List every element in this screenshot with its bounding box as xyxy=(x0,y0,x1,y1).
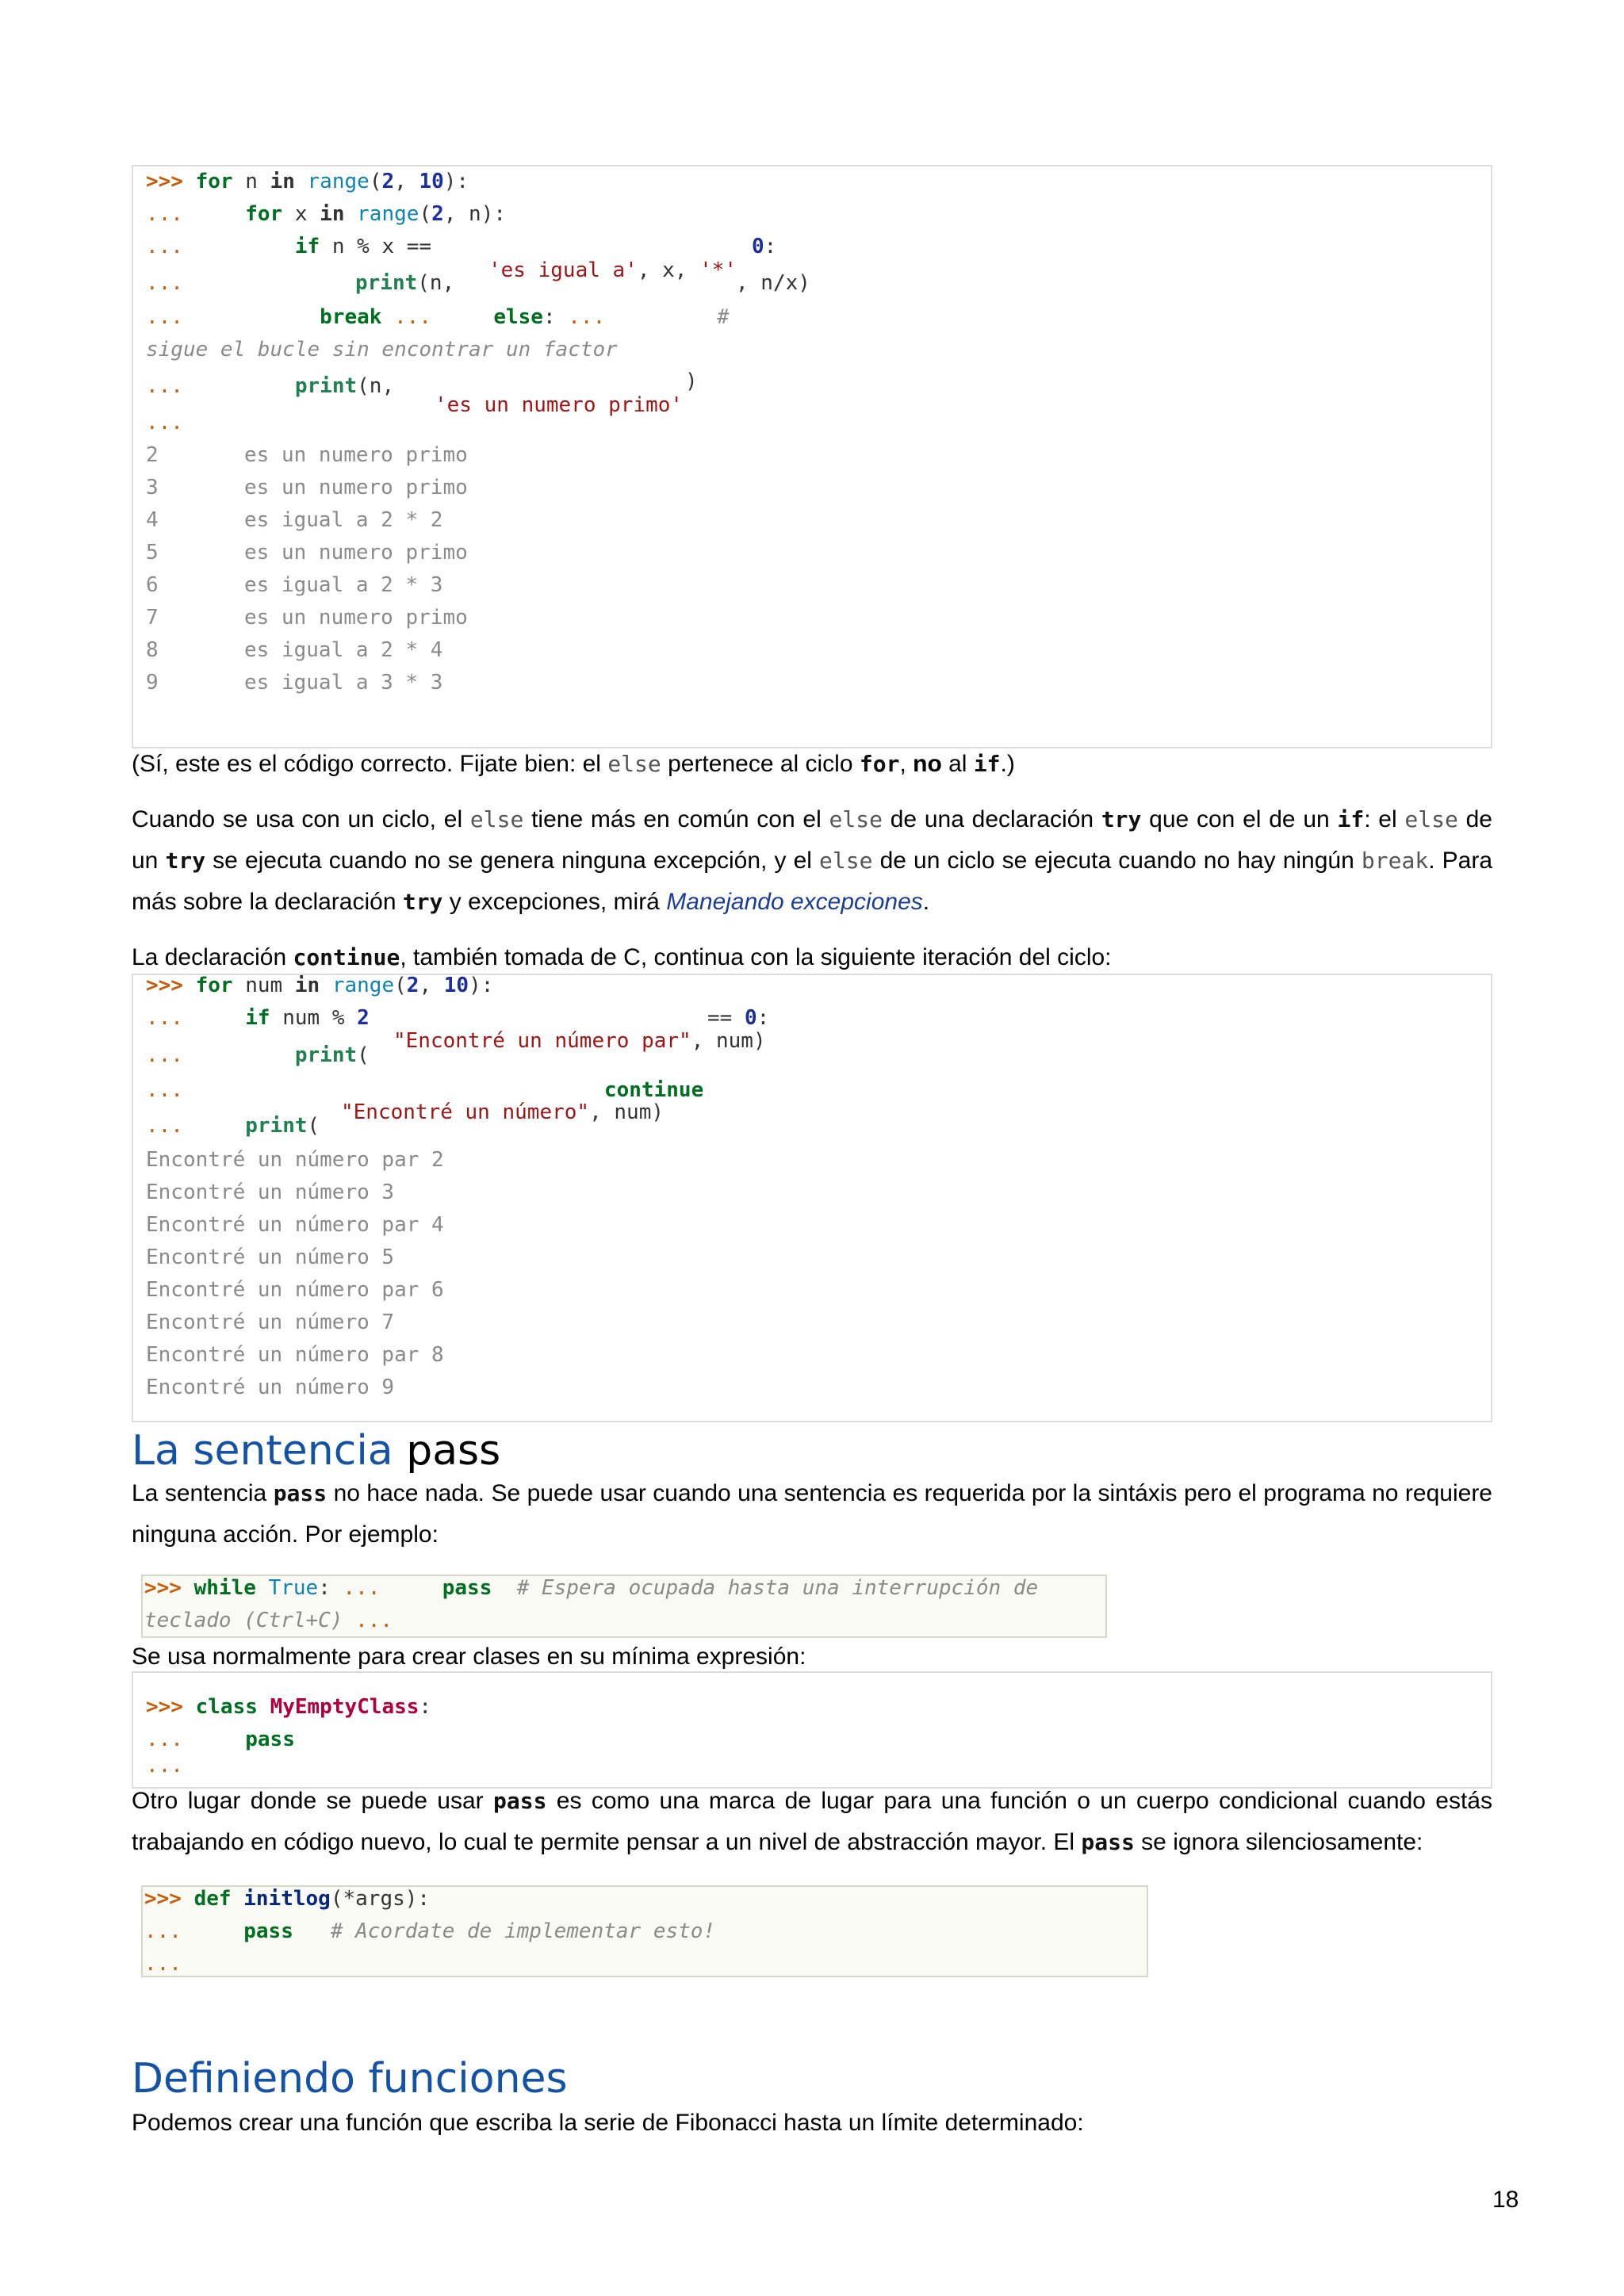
code-line: 'es igual a', x, '*' xyxy=(488,258,737,282)
output-number: 3 xyxy=(146,476,159,499)
code-line: 'es un numero primo' xyxy=(435,393,684,417)
code-line: "Encontré un número par", num) xyxy=(393,1029,766,1053)
output-text: es igual a 2 * 2 xyxy=(244,508,443,532)
code-line: ... pass xyxy=(146,1728,295,1751)
code-line: ... xyxy=(146,1754,183,1777)
code-line: ... print( xyxy=(146,1114,320,1138)
code-line: print(n, xyxy=(355,271,455,295)
output-number: 7 xyxy=(146,606,159,629)
output-text: es un numero primo xyxy=(244,443,468,467)
paragraph: (Sí, este es el código correcto. Fijate bien: el else pertenece al ciclo for, no al if.) xyxy=(132,751,1015,777)
output-number: 8 xyxy=(146,638,159,662)
code-line: ... xyxy=(146,271,183,295)
paragraph: Podemos crear una función que escriba la serie de Fibonacci hasta un límite determinado: xyxy=(132,2110,1084,2136)
output-number: 2 xyxy=(146,443,159,467)
output-text: es un numero primo xyxy=(244,541,468,564)
paragraph: Cuando se usa con un ciclo, el else tiene más en común con el else de una declaración try que con el de un if: el else de un try se ejecuta cuando no se genera ninguna excepción, y el else de un ciclo se ejecuta cuando no hay ningún break. Para más sobre la declaración try y excepciones, mirá Manejando excepciones. xyxy=(132,806,1493,915)
code-line: ... print( xyxy=(146,1043,370,1067)
code-line: ... for x in range(2, n): xyxy=(146,202,507,226)
code-line: ... break ... else: ... # xyxy=(146,305,730,329)
code-line: >>> while True: ... pass # Espera ocupada hasta una interrupción de xyxy=(144,1576,1039,1600)
output-line: Encontré un número 5 xyxy=(146,1246,395,1269)
output-text: es un numero primo xyxy=(244,606,468,629)
output-line: Encontré un número 7 xyxy=(146,1311,395,1334)
output-text: es igual a 2 * 4 xyxy=(244,638,443,662)
section-heading: La sentencia pass xyxy=(132,1427,501,1475)
page-number: 18 xyxy=(1492,2187,1519,2213)
code-line: >>> def initlog(*args): xyxy=(144,1887,431,1911)
output-line: Encontré un número par 6 xyxy=(146,1278,444,1302)
paragraph: La declaración continue, también tomada de C, continua con la siguiente iteración del ciclo: xyxy=(132,944,1112,970)
code-line: , n/x) xyxy=(736,271,810,295)
code-line: >>> for n in range(2, 10): xyxy=(146,170,469,193)
paragraph: Se usa normalmente para crear clases en su mínima expresión: xyxy=(132,1644,806,1670)
output-number: 4 xyxy=(146,508,159,532)
code-line: ... print(n, xyxy=(146,374,395,398)
output-line: Encontré un número 3 xyxy=(146,1181,395,1204)
output-number: 6 xyxy=(146,573,159,597)
code-line: ... xyxy=(146,411,183,434)
output-text: es un numero primo xyxy=(244,476,468,499)
code-line: ... xyxy=(144,1952,182,1976)
code-line: ) xyxy=(685,369,698,393)
output-line: Encontré un número par 8 xyxy=(146,1343,444,1367)
code-line: 0: xyxy=(752,235,777,258)
code-line: >>> class MyEmptyClass: xyxy=(146,1695,432,1719)
code-line: ... if num % 2 xyxy=(146,1006,370,1030)
output-line: Encontré un número par 2 xyxy=(146,1148,444,1172)
section-heading: Definiendo funciones xyxy=(132,2055,568,2103)
output-text: es igual a 3 * 3 xyxy=(244,671,443,695)
link-manejando-excepciones[interactable]: Manejando excepciones xyxy=(666,889,923,915)
output-line: Encontré un número 9 xyxy=(146,1376,395,1399)
code-line: continue xyxy=(604,1078,704,1102)
code-comment: sigue el bucle sin encontrar un factor xyxy=(146,338,618,362)
code-line: teclado (Ctrl+C) ... xyxy=(144,1609,393,1632)
code-line: "Encontré un número", num) xyxy=(341,1100,664,1124)
output-number: 5 xyxy=(146,541,159,564)
code-line: ... if n % x == xyxy=(146,235,432,258)
paragraph: Otro lugar donde se puede usar pass es como una marca de lugar para una función o un cuerpo condicional cuando estás trabajando en código nuevo, lo cual te permite pensar a un nivel de abstracción mayor. El pass se ignora silenciosamente: xyxy=(132,1788,1492,1855)
code-line: >>> for num in range(2, 10): xyxy=(146,974,494,997)
paragraph: La sentencia pass no hace nada. Se puede usar cuando una sentencia es requerida por la sintáxis pero el programa no requiere ninguna acción. Por ejemplo: xyxy=(132,1480,1492,1548)
code-line: == 0: xyxy=(707,1006,770,1030)
output-number: 9 xyxy=(146,671,159,695)
code-block-class xyxy=(132,1671,1492,1789)
code-line: ... xyxy=(146,1078,183,1102)
output-line: Encontré un número par 4 xyxy=(146,1213,444,1237)
output-text: es igual a 2 * 3 xyxy=(244,573,443,597)
code-line: ... pass # Acordate de implementar esto! xyxy=(144,1919,716,1943)
